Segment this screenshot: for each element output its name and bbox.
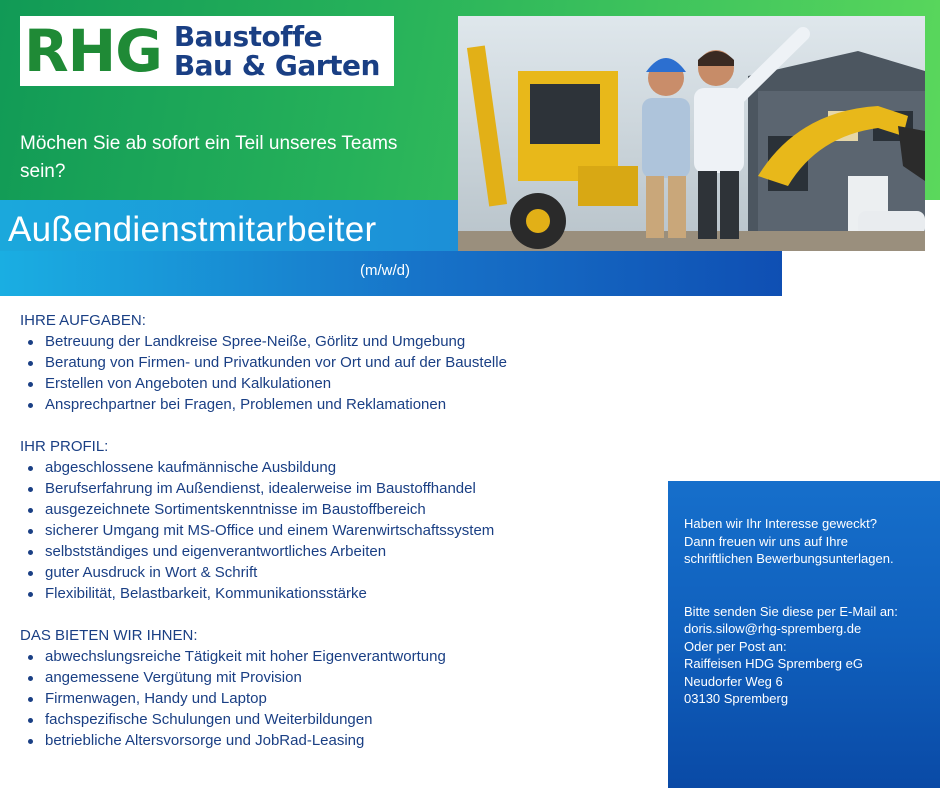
list-item: Erstellen von Angeboten und Kalkulationen — [20, 373, 660, 394]
profile-list — [20, 457, 660, 604]
list-item: Ansprechpartner bei Fragen, Problemen und Reklamationen — [20, 394, 660, 415]
list-item: fachspezifische Schulungen und Weiterbildungen — [20, 709, 660, 730]
logo-line-2: Bau & Garten — [173, 49, 380, 82]
hero-question: Möchen Sie ab sofort ein Teil unseres Teams sein? — [20, 133, 398, 182]
section-heading: IHR PROFIL: — [20, 438, 109, 455]
list-item: guter Ausdruck in Wort & Schrift — [20, 562, 660, 583]
list-item: selbstständiges und eigenverantwortliches Arbeiten — [20, 541, 660, 562]
logo-wordmark — [173, 19, 380, 82]
list-item: betriebliche Altersvorsorge und JobRad-Leasing — [20, 730, 660, 751]
list-item: Flexibilität, Belastbarkeit, Kommunikationsstärke — [20, 583, 660, 604]
contact-instruction: Bitte senden Sie diese per E-Mail an: — [684, 603, 898, 619]
logo-mark: RHG — [24, 17, 162, 85]
contact-intro-line: Haben wir Ihr Interesse geweckt? — [684, 516, 877, 531]
contact-street: Neudorfer Weg 6 — [684, 673, 783, 689]
job-description — [20, 310, 660, 772]
section-profile — [20, 436, 660, 604]
company-logo — [20, 16, 394, 86]
contact-city: 03130 Spremberg — [684, 691, 789, 706]
list-item: angemessene Vergütung mit Provision — [20, 667, 660, 688]
hero-photo-construction-site — [458, 16, 925, 251]
logo-line-1: Baustoffe — [173, 19, 323, 53]
list-item: ausgezeichnete Sortimentskenntnisse im Baustoffbereich — [20, 499, 660, 520]
job-gender-suffix: (m/w/d) — [360, 262, 410, 279]
contact-spacer — [684, 568, 930, 603]
contact-intro-line: schriftlichen Bewerbungsunterlagen. — [684, 551, 894, 566]
list-item: abwechslungsreiche Tätigkeit mit hoher Eigenverantwortung — [20, 646, 660, 667]
contact-email[interactable]: doris.silow@rhg-spremberg.de — [684, 621, 862, 636]
task-list — [20, 331, 660, 415]
benefits-list — [20, 646, 660, 751]
section-tasks — [20, 310, 660, 415]
contact-box — [668, 481, 940, 788]
job-title: Außendienstmitarbeiter — [8, 210, 377, 249]
list-item: Firmenwagen, Handy und Laptop — [20, 688, 660, 709]
list-item: Betreuung der Landkreise Spree-Neiße, Görlitz und Umgebung — [20, 331, 660, 352]
section-heading: DAS BIETEN WIR IHNEN: — [20, 627, 198, 644]
contact-intro-line: Dann freuen wir uns auf Ihre — [684, 533, 849, 549]
list-item: abgeschlossene kaufmännische Ausbildung — [20, 457, 660, 478]
list-item: Beratung von Firmen- und Privatkunden vor Ort und auf der Baustelle — [20, 352, 660, 373]
contact-post-label: Oder per Post an: — [684, 638, 787, 654]
section-benefits — [20, 625, 660, 751]
section-heading: IHRE AUFGABEN: — [20, 312, 146, 329]
list-item: Berufserfahrung im Außendienst, idealerweise im Baustoffhandel — [20, 478, 660, 499]
contact-company-name: Raiffeisen HDG Spremberg eG — [684, 656, 863, 671]
list-item: sicherer Umgang mit MS-Office und einem Warenwirtschaftssystem — [20, 520, 660, 541]
